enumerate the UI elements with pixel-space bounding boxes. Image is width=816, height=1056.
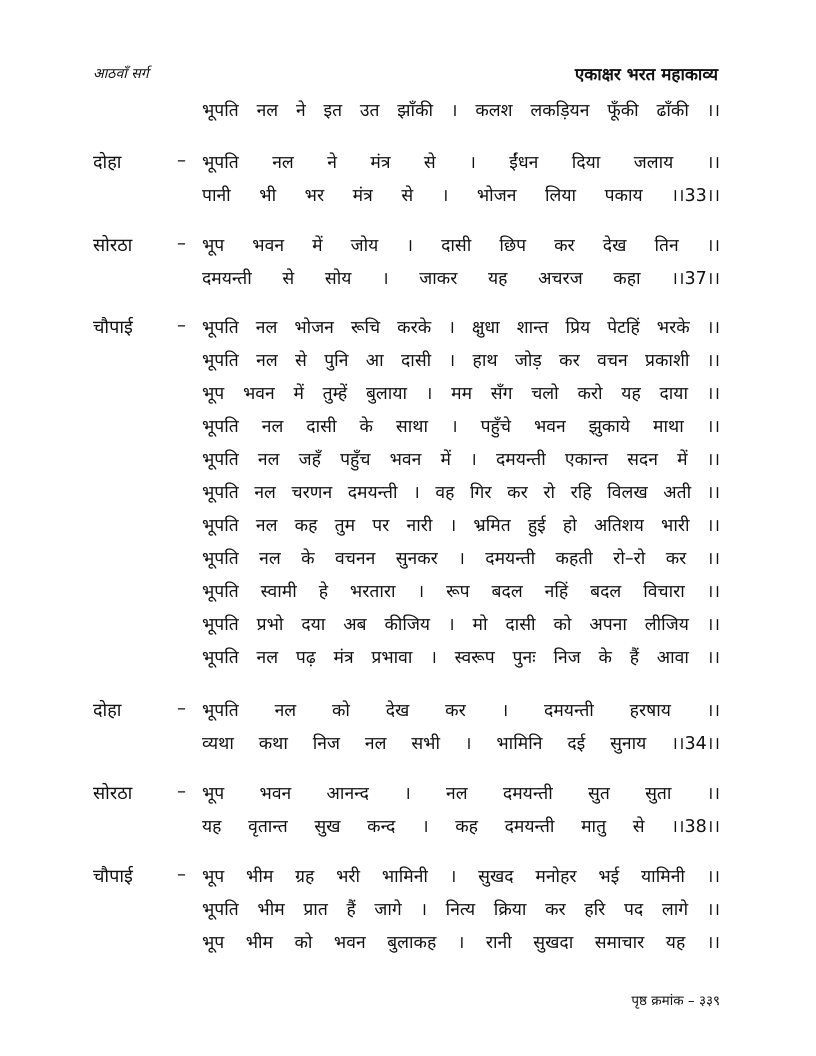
verse-line: दमयन्ती से सोय । जाकर यह अचरज कहा ।।37।। [202, 269, 720, 289]
separator-dash: – [177, 315, 186, 336]
verse-line: भूपति नल भोजन रूचि करके । क्षुधा शान्त प्रिय पेटहिं भरके ।। [202, 318, 720, 338]
verse-line: पानी भी भर मंत्र से । भोजन लिया पकाय ।।33।। [202, 186, 720, 206]
verse-type-label: सोरठा [93, 235, 133, 256]
verse-line: भूपति प्रभो दया अब कीजिय । मो दासी को अपना लीजिय ।। [202, 615, 720, 635]
verse-type-label: चौपाई [93, 866, 133, 887]
verse-type-label: सोरठा [93, 783, 133, 804]
separator-dash: – [177, 781, 186, 802]
verse-line: भूपति नल के वचनन सुनकर । दमयन्ती कहती रो–रो कर ।। [202, 549, 720, 569]
verse-line: भूपति नल पढ़ मंत्र प्रभावा । स्वरूप पुनः निज के हैं आवा ।। [202, 648, 720, 668]
verse-type-label: चौपाई [93, 317, 133, 338]
verse-line: भूप भवन में तुम्हें बुलाया । मम सँग चलो करो यह दाया ।। [202, 384, 720, 404]
verse-line: भूपति नल ने मंत्र से । ईंधन दिया जलाय ।। [202, 153, 720, 173]
page-number: पृष्ठ क्रमांक – ३३९ [631, 993, 720, 1009]
verse-line: भूप भीम को भवन बुलाकह । रानी सुखदा समाचार यह ।। [202, 933, 720, 953]
verse-line: भूपति नल दासी के साथा । पहुँचे भवन झुकाये माथा ।। [202, 417, 720, 437]
verse-line: भूपति नल कह तुम पर नारी । भ्रमित हुई हो अतिशय भारी ।। [202, 516, 720, 536]
verse-type-label: दोहा [93, 700, 122, 721]
verse-line: व्यथा कथा निज नल सभी । भामिनि दई सुनाय ।।34।। [202, 734, 720, 754]
separator-dash: – [177, 150, 186, 171]
separator-dash: – [177, 864, 186, 885]
chapter-title: आठवाँ सर्ग [93, 66, 149, 82]
verse-line: भूपति नल से पुनि आ दासी । हाथ जोड़ कर वचन प्रकाशी ।। [202, 351, 720, 371]
verse-line: भूपति स्वामी हे भरतारा । रूप बदल नहिं बदल विचारा ।। [202, 582, 720, 602]
separator-dash: – [177, 698, 186, 719]
verse-type-label: दोहा [93, 152, 122, 173]
separator-dash: – [177, 233, 186, 254]
verse-line: भूपति नल चरणन दमयन्ती । वह गिर कर रो रहि विलख अती ।। [202, 483, 720, 503]
verse-line: भूपति भीम प्रात हैं जागे । नित्य क्रिया कर हरि पद लागे ।। [202, 900, 720, 920]
verse-line: भूप भवन में जोय । दासी छिप कर देख तिन ।। [202, 236, 720, 256]
verse-line: भूप भीम ग्रह भरी भामिनी । सुखद मनोहर भई यामिनी ।। [202, 867, 720, 887]
book-title: एकाक्षर भरत महाकाव्य [574, 65, 718, 85]
verse-line: भूपति नल जहँ पहुँच भवन में । दमयन्ती एकान्त सदन में ।। [202, 450, 720, 470]
verse-line: यह वृतान्त सुख कन्द । कह दमयन्ती मातु से ।।38।। [202, 817, 720, 837]
verse-line: भूपति नल ने इत उत झाँकी । कलश लकड़ियन फूँकी ढाँकी ।। [202, 101, 720, 121]
verse-line: भूपति नल को देख कर । दमयन्ती हरषाय ।। [202, 701, 720, 721]
verse-line: भूप भवन आनन्द । नल दमयन्ती सुत सुता ।। [202, 784, 720, 804]
